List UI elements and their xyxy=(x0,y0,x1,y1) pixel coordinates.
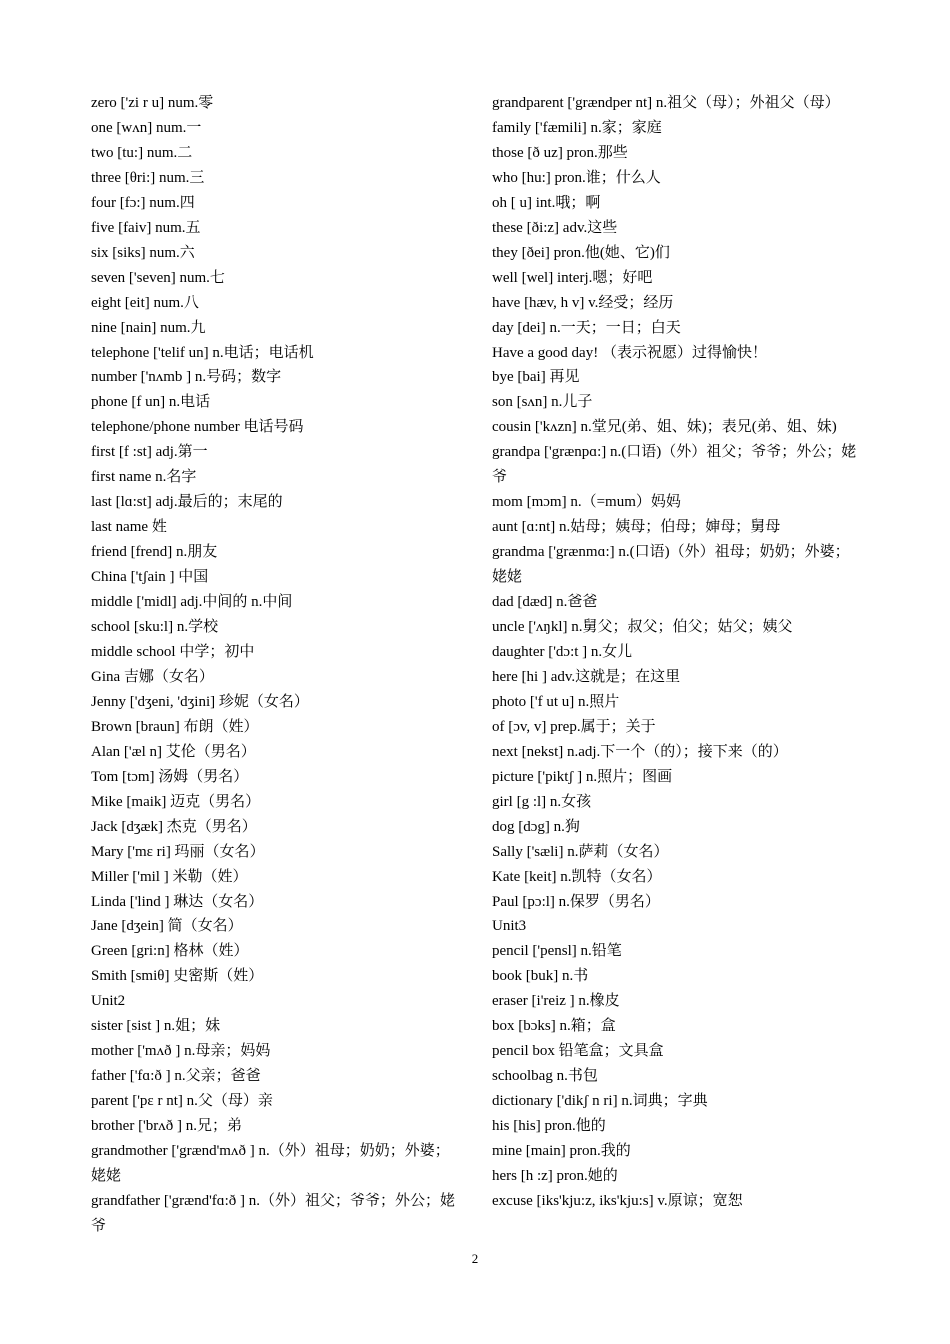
vocab-entry: of [ɔv, v] prep.属于；关于 xyxy=(492,718,656,735)
vocab-entry: photo ['f ut u] n.照片 xyxy=(492,693,620,710)
vocab-entry: mother ['mʌð ] n.母亲；妈妈 xyxy=(91,1043,271,1060)
vocab-entry: those [ð uz] pron.那些 xyxy=(492,144,628,161)
vocab-entry: grandma ['grænmɑ:] n.(口语)（外）祖母；奶奶；外婆；姥姥 xyxy=(492,544,850,586)
vocab-entry: hers [h :z] pron.她的 xyxy=(492,1167,618,1184)
page-number: 2 xyxy=(471,1251,479,1266)
vocab-entry: father ['fɑ:ð ] n.父亲；爸爸 xyxy=(91,1068,261,1085)
vocab-entry: his [his] pron.他的 xyxy=(492,1118,606,1135)
vocab-entry: two [tu:] num.二 xyxy=(91,144,193,161)
vocab-entry: phone [f un] n.电话 xyxy=(91,394,211,411)
vocab-entry: eight [eit] num.八 xyxy=(91,294,199,311)
vocab-entry: three [θri:] num.三 xyxy=(91,169,205,186)
vocab-entry: daughter ['dɔ:t ] n.女儿 xyxy=(492,643,633,660)
vocab-entry: one [wʌn] num.一 xyxy=(91,119,202,136)
vocab-entry: Miller ['mil ] 米勒（姓） xyxy=(91,868,248,885)
vocab-entry: eraser [i'reiz ] n.橡皮 xyxy=(492,993,620,1010)
vocab-entry: aunt [ɑ:nt] n.姑母；姨母；伯母；婶母；舅母 xyxy=(492,519,781,536)
vocab-entry: Smith [smiθ] 史密斯（姓） xyxy=(91,968,264,985)
vocabulary-column-left xyxy=(91,91,463,1239)
vocab-entry: excuse [iks'kju:z, iks'kju:s] v.原谅；宽恕 xyxy=(492,1192,743,1209)
vocab-entry: Green [gri:n] 格林（姓） xyxy=(91,943,249,960)
vocab-entry: Jane [dʒein] 简（女名） xyxy=(91,918,243,935)
vocab-entry: last name 姓 xyxy=(91,519,167,536)
vocab-entry: oh [ u] int.哦；啊 xyxy=(492,194,601,211)
vocab-entry: mom [mɔm] n.（=mum）妈妈 xyxy=(492,494,681,511)
vocab-entry: Brown [braun] 布朗（姓） xyxy=(91,718,259,735)
vocab-entry: Tom [tɔm] 汤姆（男名） xyxy=(91,768,249,785)
vocab-entry: number ['nʌmb ] n.号码；数字 xyxy=(91,369,282,386)
vocab-entry: here [hi ] adv.这就是；在这里 xyxy=(492,668,681,685)
vocab-entry: four [fɔ:] num.四 xyxy=(91,194,195,211)
unit-heading: Unit3 xyxy=(492,918,527,935)
vocab-entry: Jenny ['dʒeni, 'dʒini] 珍妮（女名） xyxy=(91,693,309,710)
vocab-entry: middle school 中学；初中 xyxy=(91,643,255,660)
vocab-entry: telephone/phone number 电话号码 xyxy=(91,419,304,436)
vocab-entry: Mike [maik] 迈克（男名） xyxy=(91,793,261,810)
vocab-entry: brother ['brʌð ] n.兄；弟 xyxy=(91,1118,243,1135)
vocab-entry: pencil ['pensl] n.铅笔 xyxy=(492,943,622,960)
vocab-entry: pencil box 铅笔盒；文具盒 xyxy=(492,1043,664,1060)
vocabulary-column-right xyxy=(492,91,864,1214)
vocab-entry: five [faiv] num.五 xyxy=(91,219,201,236)
vocab-entry: day [dei] n.一天；一日；白天 xyxy=(492,319,681,336)
vocab-entry: uncle ['ʌŋkl] n.舅父；叔父；伯父；姑父；姨父 xyxy=(492,619,793,636)
vocab-entry: grandpa ['grænpɑ:] n.(口语)（外）祖父；爷爷；外公；姥爷 xyxy=(492,444,857,486)
vocab-entry: school [sku:l] n.学校 xyxy=(91,619,219,636)
vocab-entry: Jack [dʒæk] 杰克（男名） xyxy=(91,818,257,835)
vocab-entry: girl [g :l] n.女孩 xyxy=(492,793,592,810)
vocab-entry: grandfather ['grænd'fɑ:ð ] n.（外）祖父；爷爷；外公；姥爷 xyxy=(91,1192,456,1234)
vocab-entry: telephone ['telif un] n.电话；电话机 xyxy=(91,344,314,361)
vocab-entry: picture ['piktʃ ] n.照片；图画 xyxy=(492,768,673,785)
vocab-entry: Linda ['lind ] 琳达（女名） xyxy=(91,893,264,910)
vocab-entry: have [hæv, h v] v.经受；经历 xyxy=(492,294,674,311)
vocab-entry: box [bɔks] n.箱；盒 xyxy=(492,1018,616,1035)
vocab-entry: book [buk] n.书 xyxy=(492,968,589,985)
vocab-entry: dog [dɔg] n.狗 xyxy=(492,818,580,835)
vocab-entry: mine [main] pron.我的 xyxy=(492,1143,631,1160)
vocab-entry: China ['tʃain ] 中国 xyxy=(91,569,209,586)
vocab-entry: next [nekst] n.adj.下一个（的）；接下来（的） xyxy=(492,743,788,760)
vocab-entry: nine [nain] num.九 xyxy=(91,319,206,336)
vocab-entry: middle ['midl] adj.中间的 n.中间 xyxy=(91,594,293,611)
vocab-entry: grandmother ['grænd'mʌð ] n.（外）祖母；奶奶；外婆；姥姥 xyxy=(91,1143,450,1184)
vocab-entry: son [sʌn] n.儿子 xyxy=(492,394,593,411)
vocab-entry: these [ði:z] adv.这些 xyxy=(492,219,618,236)
vocab-entry: Paul [pɔ:l] n.保罗（男名） xyxy=(492,893,660,910)
vocab-entry: first name n.名字 xyxy=(91,469,197,486)
vocab-entry: family ['fæmili] n.家；家庭 xyxy=(492,119,662,136)
vocab-entry: dad [dæd] n.爸爸 xyxy=(492,594,598,611)
vocab-entry: Sally ['sæli] n.萨莉（女名） xyxy=(492,843,669,860)
vocab-entry: Have a good day! （表示祝愿）过得愉快！ xyxy=(492,344,767,361)
vocab-entry: dictionary ['dikʃ n ri] n.词典；字典 xyxy=(492,1093,708,1110)
vocab-entry: seven ['seven] num.七 xyxy=(91,269,225,286)
vocab-entry: grandparent ['grændper nt] n.祖父（母）；外祖父（母） xyxy=(492,95,840,111)
vocab-entry: sister [sist ] n.姐；妹 xyxy=(91,1018,221,1035)
vocab-entry: first [f :st] adj.第一 xyxy=(91,444,208,461)
vocab-entry: Mary ['mε ri] 玛丽（女名） xyxy=(91,843,265,860)
vocab-entry: bye [bai] 再见 xyxy=(492,369,580,386)
vocab-entry: last [lɑ:st] adj.最后的；末尾的 xyxy=(91,494,283,511)
vocab-entry: zero ['zi r u] num.零 xyxy=(91,95,214,111)
vocab-entry: cousin ['kʌzn] n.堂兄(弟、姐、妹)；表兄(弟、姐、妹) xyxy=(492,419,837,436)
vocab-entry: Alan ['æl n] 艾伦（男名） xyxy=(91,743,256,760)
vocab-entry: they [ðei] pron.他(她、它)们 xyxy=(492,244,670,261)
unit-heading: Unit2 xyxy=(91,993,126,1010)
vocab-entry: schoolbag n.书包 xyxy=(492,1068,598,1085)
vocab-entry: Gina 吉娜（女名） xyxy=(91,668,214,685)
vocab-entry: Kate [keit] n.凯特（女名） xyxy=(492,868,662,885)
vocab-entry: friend [frend] n.朋友 xyxy=(91,544,218,561)
vocab-entry: six [siks] num.六 xyxy=(91,244,195,261)
vocab-entry: who [hu:] pron.谁；什么人 xyxy=(492,169,661,186)
vocab-entry: well [wel] interj.嗯；好吧 xyxy=(492,269,653,286)
vocab-entry: parent ['pε r nt] n.父（母）亲 xyxy=(91,1093,273,1110)
